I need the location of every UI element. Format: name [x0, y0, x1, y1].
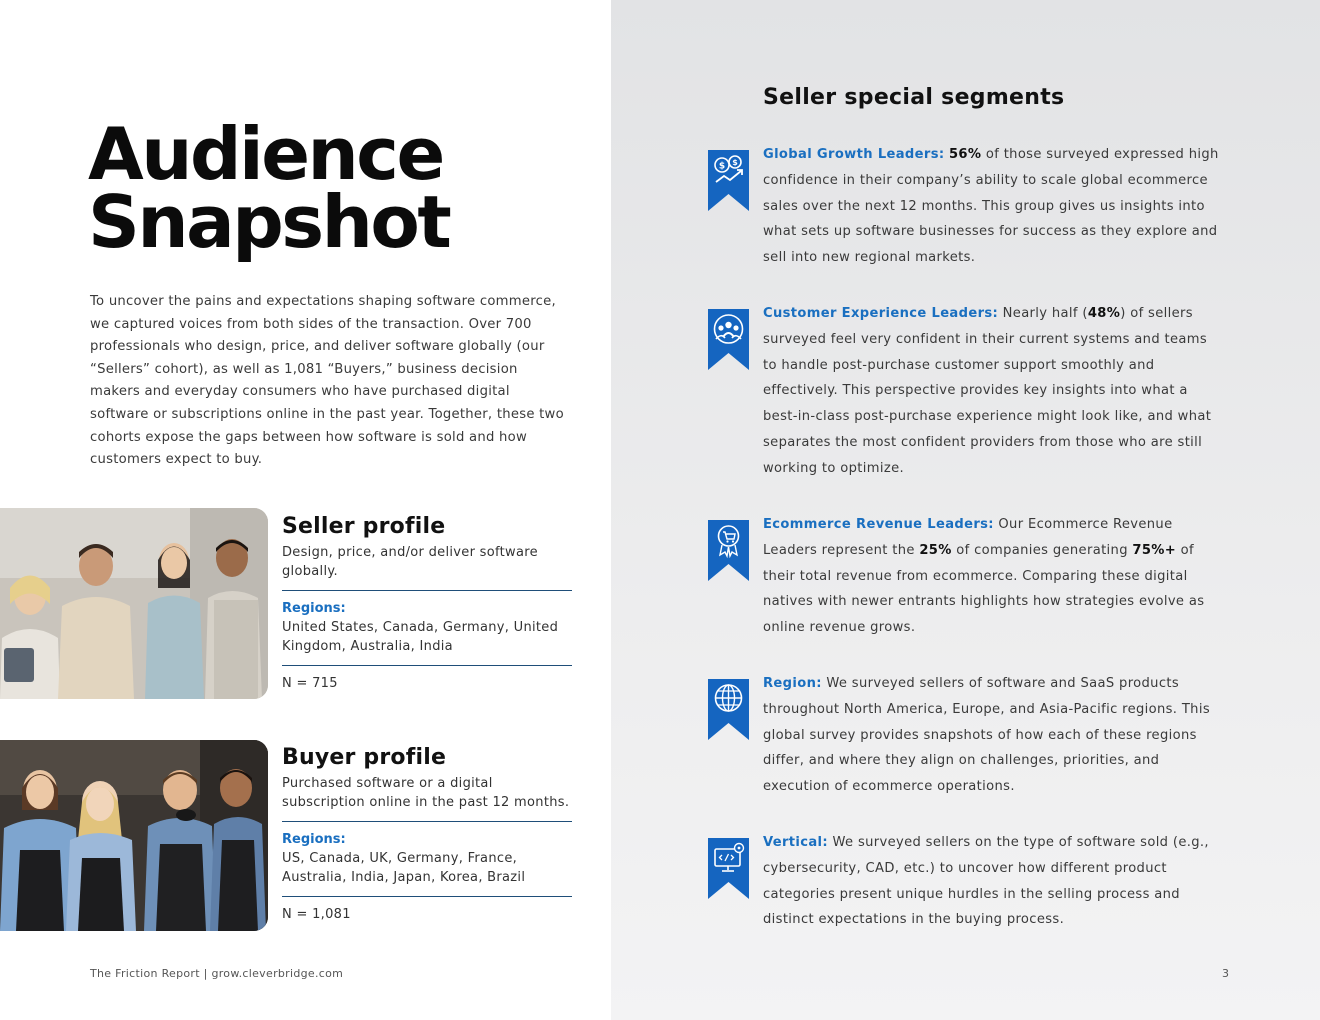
buyer-profile: [282, 745, 572, 924]
buyer-photo: [0, 740, 268, 931]
segment-label: Region:: [763, 676, 822, 691]
divider: [282, 665, 572, 666]
globe-icon: [708, 679, 749, 740]
seller-regions-label: Regions:: [282, 601, 346, 616]
left-panel: [0, 0, 611, 1020]
buyer-regions: US, Canada, UK, Germany, France, Australia, India, Japan, Korea, Brazil: [282, 851, 526, 885]
svg-text:$: $: [732, 158, 738, 167]
buyer-sample-size: N = 1,081: [282, 907, 351, 922]
award-cart-icon: [708, 520, 749, 581]
currency-growth-icon: [708, 150, 749, 211]
footer-text: The Friction Report | grow.cleverbridge.com: [90, 967, 344, 980]
buyer-description: Purchased software or a digital subscription online in the past 12 months.: [282, 776, 570, 810]
divider: [282, 896, 572, 897]
page-number: 3: [1222, 967, 1229, 980]
buyer-profile-heading: Buyer profile: [282, 745, 447, 770]
divider: [282, 821, 572, 822]
seller-sample-size: N = 715: [282, 676, 338, 691]
divider: [282, 590, 572, 591]
segment-label: Ecommerce Revenue Leaders:: [763, 517, 994, 532]
intro-paragraph: To uncover the pains and expectations shaping software commerce, we captured voices from both sides of the transaction. Over 700 professionals who design, price, and deliver software globally (our “Sellers” cohort), as well as 1,081 “Buyers,” business decision makers and everyday consumers who have purchased digital software or subscriptions online in the past year. Together, these two cohorts expose the gaps between how software is sold and how customers expect to buy.: [90, 294, 564, 468]
seller-regions: United States, Canada, Germany, United Kingdom, Australia, India: [282, 620, 559, 654]
segment-label: Global Growth Leaders:: [763, 147, 945, 162]
seller-profile: [282, 514, 572, 693]
segment-label: Customer Experience Leaders:: [763, 306, 999, 321]
customer-group-icon: [708, 309, 749, 370]
segment-label: Vertical:: [763, 835, 828, 850]
title-line-2: Snapshot: [88, 180, 450, 264]
seller-description: Design, price, and/or deliver software globally.: [282, 545, 538, 579]
page-title: [88, 112, 450, 264]
seller-photo: [0, 508, 268, 699]
segments-heading: Seller special segments: [763, 85, 1065, 110]
code-monitor-icon: [708, 838, 749, 899]
svg-text:$: $: [718, 161, 726, 172]
title-line-1: Audience: [88, 112, 443, 196]
seller-profile-heading: Seller profile: [282, 514, 446, 539]
buyer-regions-label: Regions:: [282, 832, 346, 847]
